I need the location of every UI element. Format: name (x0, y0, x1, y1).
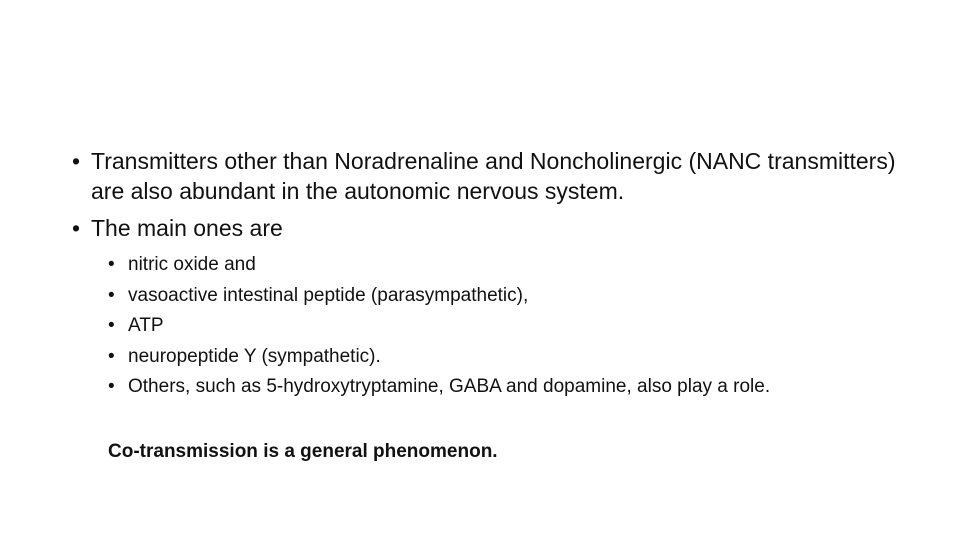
sub-bullet-item (108, 311, 932, 342)
bullet-text: Transmitters other than Noradrenaline and Noncholinergic (NANC transmitters) are also abundant in the autonomic nervous system. (91, 148, 896, 204)
sub-bullet-item (108, 250, 932, 281)
sub-bullet-text: Others, such as 5-hydroxytryptamine, GABA and dopamine, also play a role. (128, 376, 771, 397)
sub-bullet-text: nitric oxide and (128, 254, 256, 275)
sub-bullet-item (108, 342, 932, 373)
sub-bullet-text: ATP (128, 315, 164, 336)
bullet-icon: • (108, 284, 115, 306)
bullet-icon: • (72, 148, 81, 174)
bullet-icon: • (108, 315, 115, 336)
co-transmission-note: Co-transmission is a general phenomenon. (108, 441, 498, 462)
bullet-icon: • (72, 215, 81, 241)
bullet-content (72, 146, 932, 403)
bullet-icon: • (108, 254, 115, 275)
bullet-icon: • (108, 345, 115, 367)
bullet-item-main-ones (72, 213, 932, 243)
sub-bullet-list (108, 250, 932, 403)
bullet-text: The main ones are (91, 215, 283, 241)
sub-bullet-item (108, 281, 932, 312)
sub-bullet-text: neuropeptide Y (sympathetic). (128, 345, 381, 367)
sub-bullet-item (108, 372, 932, 403)
bullet-icon: • (108, 376, 115, 397)
bullet-item-nanc-transmitters (72, 146, 932, 206)
sub-bullet-text: vasoactive intestinal peptide (parasympathetic), (128, 284, 529, 306)
